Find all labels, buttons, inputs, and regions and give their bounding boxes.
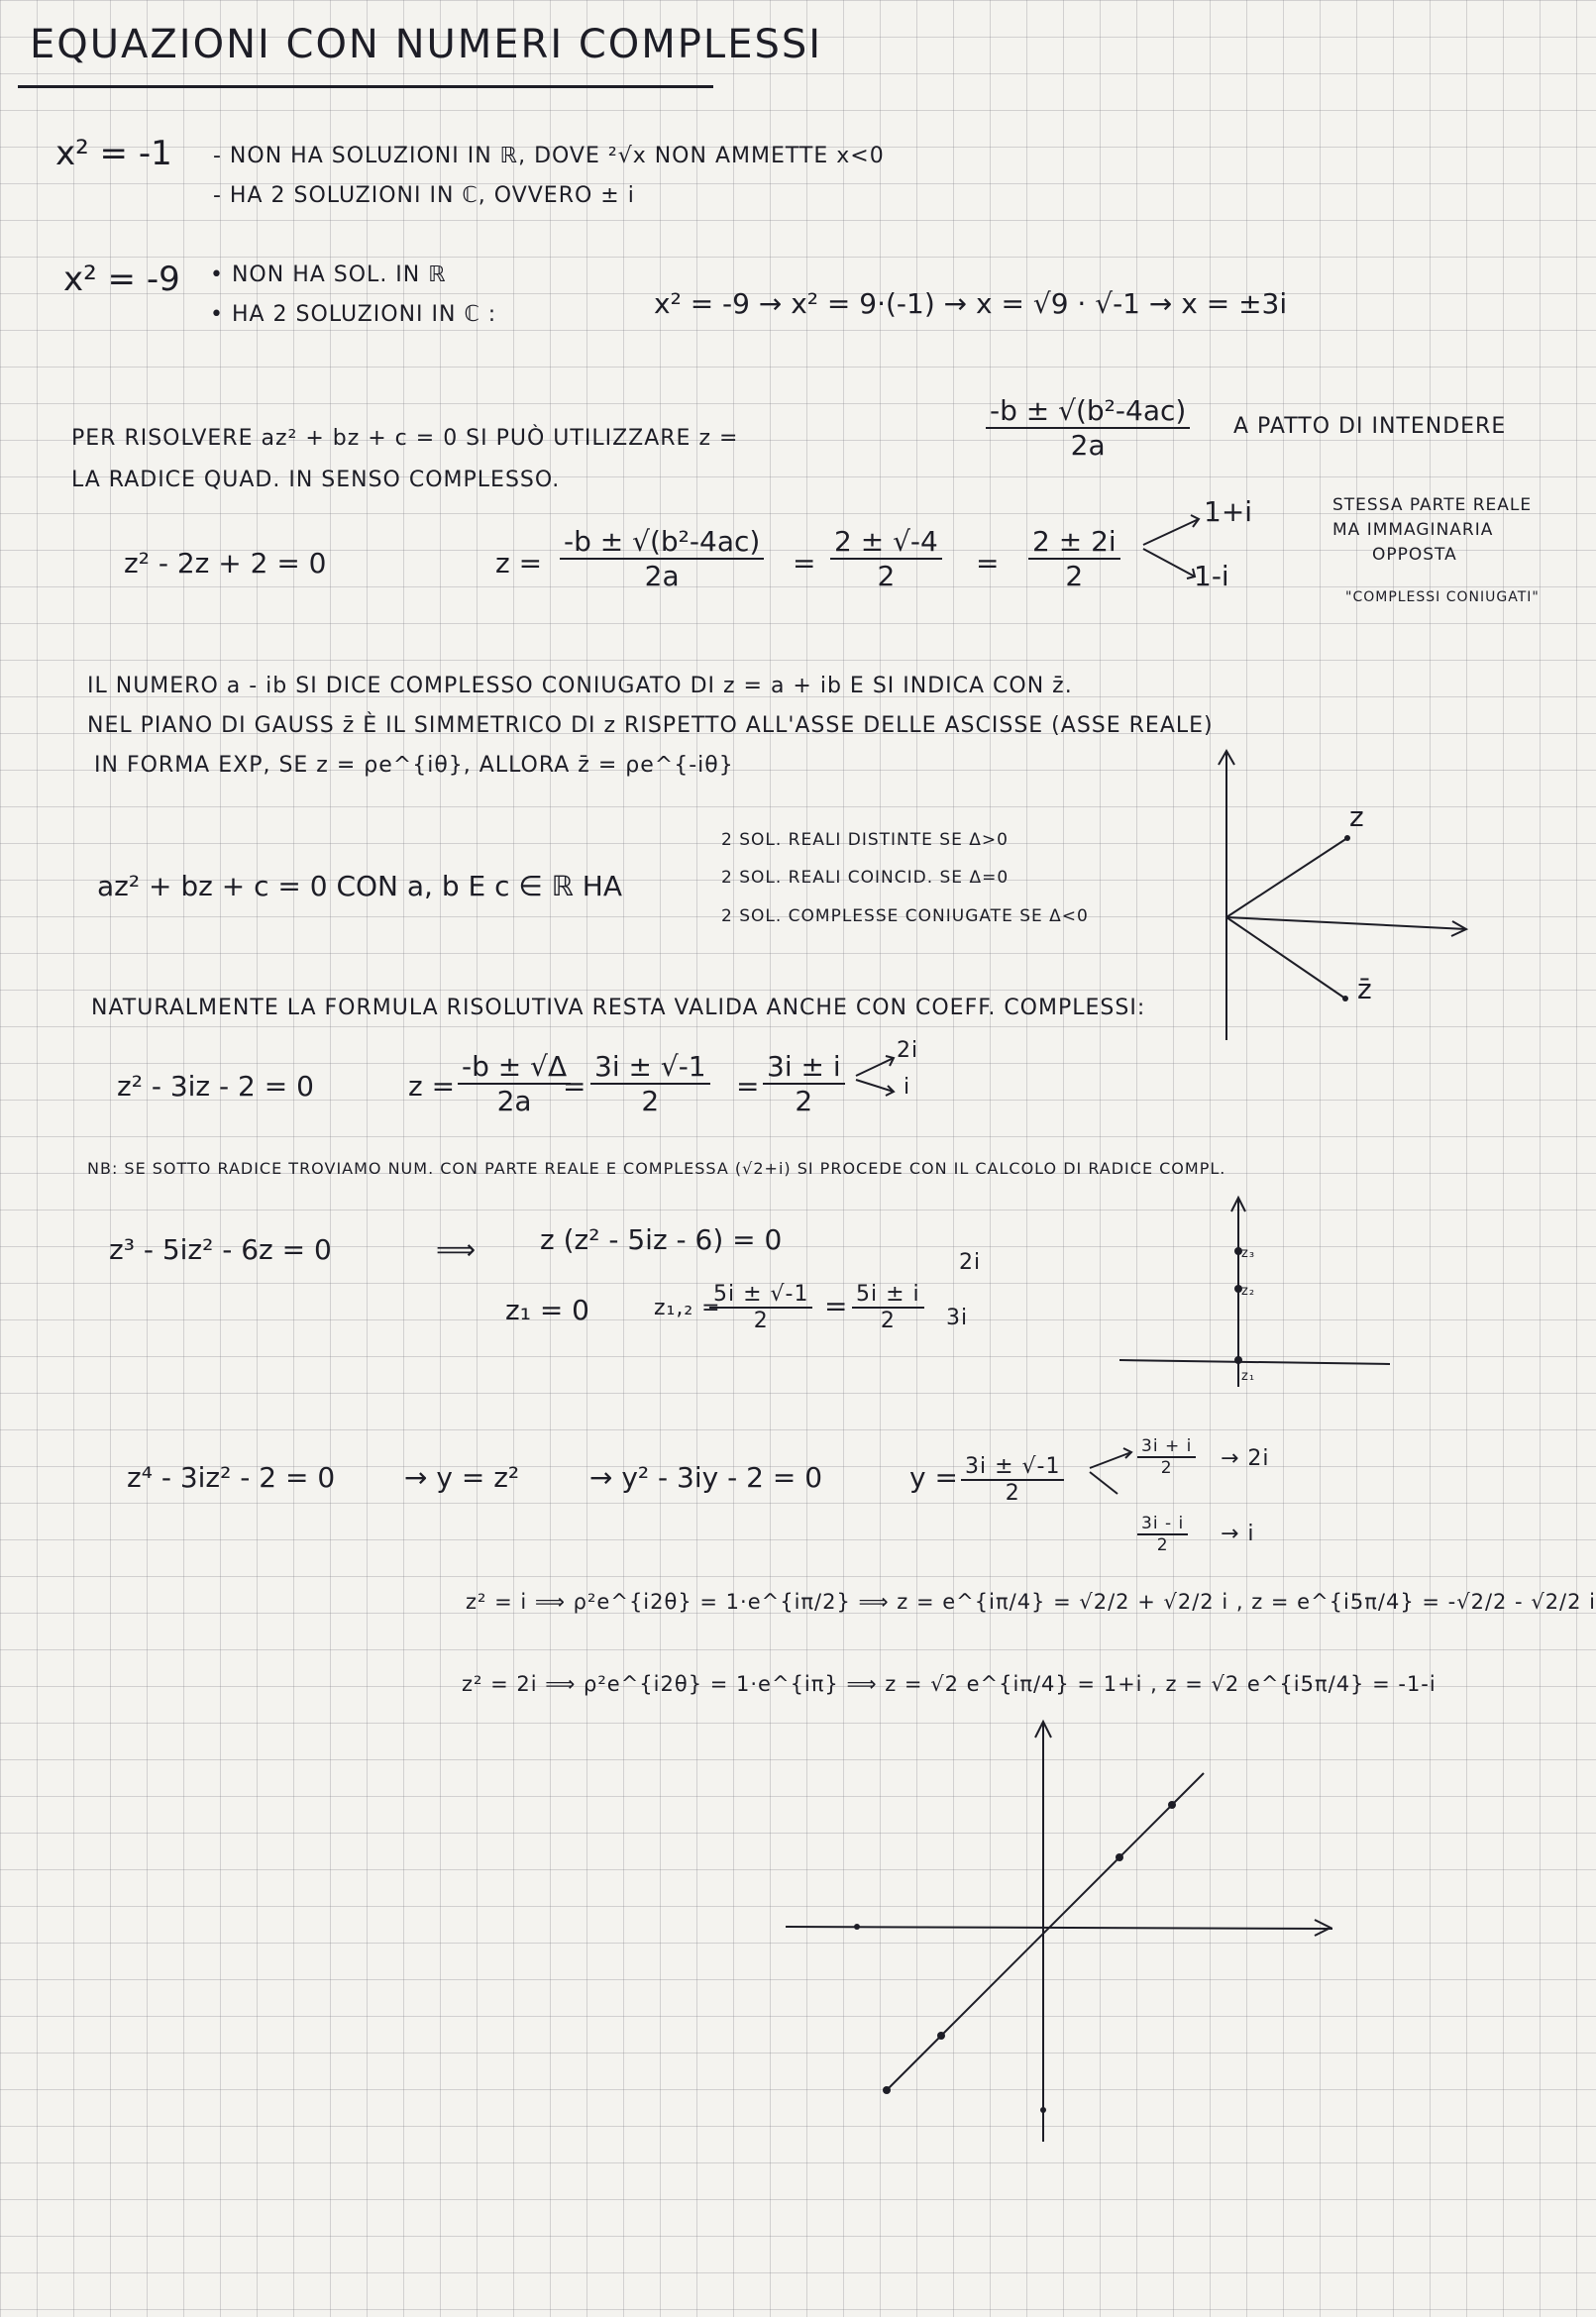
- ex1-line1: - NON HA SOLUZIONI IN ℝ, DOVE ²√x NON AMMETTE x<0: [213, 144, 885, 168]
- cc-solution-1: 2i: [897, 1038, 919, 1063]
- conjugate-line-2: NEL PIANO DI GAUSS z̄ È IL SIMMETRICO DI z RISPETTO ALL'ASSE DELLE ASCISSE (ASSE REALE): [87, 713, 1214, 738]
- cc-equation: z² - 3iz - 2 = 0: [117, 1070, 314, 1103]
- quartic-y-denominator: 2: [1005, 1481, 1020, 1506]
- nb-line: NB: SE SOTTO RADICE TROVIAMO NUM. CON PARTE REALE E COMPLESSA (√2+i) SI PROCEDE CON IL CALCOLO DI RADICE COMPL.: [87, 1159, 1226, 1178]
- formula-condition-2: LA RADICE QUAD. IN SENSO COMPLESSO.: [71, 468, 561, 492]
- cubic-label-z3: z₃: [1241, 1246, 1256, 1261]
- formula-denominator: 2a: [1070, 429, 1106, 462]
- quartic-sub-1: → y = z²: [404, 1461, 520, 1494]
- quartic-equation: z⁴ - 3iz² - 2 = 0: [127, 1461, 336, 1494]
- ex3-note-4: "COMPLESSI CONIUGATI": [1345, 589, 1540, 605]
- ex2-equation: x² = -9: [63, 260, 180, 299]
- cubic-solution-2: 3i: [946, 1306, 969, 1330]
- quadratic-formula-fraction: [986, 394, 1190, 462]
- cubic-f1-denominator: 2: [753, 1309, 769, 1333]
- quartic-b2-numerator: 3i - i: [1137, 1514, 1188, 1535]
- conjugate-gauss-plane: [1199, 743, 1496, 1060]
- quartic-y-fraction: [961, 1454, 1064, 1506]
- cubic-factored: z (z² - 5iz - 6) = 0: [540, 1223, 783, 1256]
- ex3-solution-1: 1+i: [1204, 495, 1253, 528]
- ex3-f2-numerator: 2 ± √-4: [830, 525, 942, 560]
- formula-condition: A PATTO DI INTENDERE: [1233, 414, 1507, 439]
- cubic-label-z1: z₁: [1241, 1369, 1256, 1384]
- cubic-label-z2: z₂: [1241, 1284, 1256, 1299]
- cubic-z1: z₁ = 0: [505, 1294, 589, 1326]
- equals-sign: =: [793, 547, 816, 579]
- ex3-fraction-3: [1028, 525, 1120, 592]
- quad-case-1: 2 SOL. REALI DISTINTE SE Δ>0: [721, 830, 1009, 850]
- cc-fraction-3: [763, 1050, 845, 1117]
- quartic-y-numerator: 3i ± √-1: [961, 1454, 1064, 1481]
- quartic-b1-numerator: 3i + i: [1137, 1436, 1196, 1458]
- cubic-z12: z₁,₂ =: [654, 1296, 721, 1320]
- cc-f3-denominator: 2: [795, 1085, 813, 1117]
- ex3-note-2: MA IMMAGINARIA: [1332, 520, 1494, 540]
- title-underline: [18, 85, 713, 88]
- quartic-row-2: z² = 2i ⟹ ρ²e^{i2θ} = 1·e^{iπ} ⟹ z = √2 e^{iπ/4} = 1+i , z = √2 e^{i5π/4} = -1-i: [462, 1672, 1436, 1696]
- equals-sign: =: [736, 1070, 760, 1103]
- quad-equation: az² + bz + c = 0 CON a, b E c ∈ ℝ HA: [97, 870, 622, 902]
- ex2-chain: x² = -9 → x² = 9·(-1) → x = √9 · √-1 → x = ±3i: [654, 287, 1288, 320]
- ex2-line1: • NON HA SOL. IN ℝ: [210, 263, 447, 287]
- ex3-fraction-2: [830, 525, 942, 592]
- ex3-f3-denominator: 2: [1065, 560, 1084, 592]
- quartic-branch-1: [1137, 1436, 1196, 1478]
- complex-coeff-line: NATURALMENTE LA FORMULA RISOLUTIVA RESTA VALIDA ANCHE CON COEFF. COMPLESSI:: [91, 996, 1146, 1020]
- ex2-line2: • HA 2 SOLUZIONI IN ℂ :: [210, 302, 497, 327]
- vector-zbar: [1226, 917, 1345, 999]
- cubic-fraction-1: [709, 1282, 812, 1333]
- cc-f2-denominator: 2: [641, 1085, 660, 1117]
- ex3-f3-numerator: 2 ± 2i: [1028, 525, 1120, 560]
- cc-f2-numerator: 3i ± √-1: [590, 1050, 710, 1085]
- ex3-fraction-1: [560, 525, 764, 592]
- quartic-row-1: z² = i ⟹ ρ²e^{i2θ} = 1·e^{iπ/2} ⟹ z = e^{iπ/4} = √2/2 + √2/2 i , z = e^{i5π/4} = -√2/2 - √2/2 i: [466, 1590, 1596, 1614]
- label-zbar: z̄: [1357, 973, 1372, 1005]
- cubic-f2-denominator: 2: [880, 1309, 896, 1333]
- quartic-branch-2-result: → i: [1221, 1522, 1255, 1546]
- quartic-branch-1-result: → 2i: [1221, 1446, 1270, 1471]
- equals-sign: =: [563, 1070, 586, 1103]
- cc-fraction-2: [590, 1050, 710, 1117]
- cc-f1-denominator: 2a: [496, 1085, 532, 1117]
- cubic-f2-numerator: 5i ± i: [852, 1282, 924, 1309]
- ex3-z: z =: [495, 547, 543, 579]
- ex3-f1-denominator: 2a: [644, 560, 680, 592]
- cubic-f1-numerator: 5i ± √-1: [709, 1282, 812, 1309]
- ex3-note-3: OPPOSTA: [1372, 545, 1457, 565]
- formula-numerator: -b ± √(b²-4ac): [986, 394, 1190, 429]
- ex3-f2-denominator: 2: [877, 560, 896, 592]
- real-axis: [1119, 1360, 1390, 1364]
- page-title: EQUAZIONI CON NUMERI COMPLESSI: [30, 22, 823, 67]
- ex1-equation: x² = -1: [55, 134, 172, 173]
- real-axis: [1226, 917, 1466, 929]
- cubic-equation: z³ - 5iz² - 6z = 0: [109, 1233, 332, 1266]
- quartic-sub-2: → y² - 3iy - 2 = 0: [589, 1461, 823, 1494]
- quartic-b2-denominator: 2: [1156, 1535, 1169, 1555]
- cubic-arrow: ⟹: [436, 1233, 477, 1266]
- vector-z: [1226, 838, 1347, 917]
- cc-fraction-1: [458, 1050, 571, 1117]
- conjugate-line-3: IN FORMA EXP, SE z = ρe^{iθ}, ALLORA z̄ = ρe^{-iθ}: [94, 753, 734, 778]
- quad-case-2: 2 SOL. REALI COINCID. SE Δ=0: [721, 868, 1010, 888]
- equals-sign: =: [976, 547, 1000, 579]
- quad-case-3: 2 SOL. COMPLESSE CONIUGATE SE Δ<0: [721, 906, 1089, 926]
- ex1-line2: - HA 2 SOLUZIONI IN ℂ, OVVERO ± i: [213, 183, 635, 208]
- cc-z: z =: [408, 1070, 456, 1103]
- quartic-b1-denominator: 2: [1160, 1458, 1173, 1478]
- conjugate-line-1: IL NUMERO a - ib SI DICE COMPLESSO CONIUGATO DI z = a + ib E SI INDICA CON z̄.: [87, 674, 1073, 698]
- formula-intro: PER RISOLVERE az² + bz + c = 0 SI PUÒ UTILIZZARE z =: [71, 426, 739, 451]
- cc-f1-numerator: -b ± √Δ: [458, 1050, 571, 1085]
- solutions-line: [887, 1773, 1204, 2090]
- ex3-equation: z² - 2z + 2 = 0: [124, 547, 327, 579]
- cc-f3-numerator: 3i ± i: [763, 1050, 845, 1085]
- cubic-gauss-plane: [1115, 1194, 1332, 1392]
- cubic-solution-1: 2i: [959, 1250, 982, 1275]
- ex3-f1-numerator: -b ± √(b²-4ac): [560, 525, 764, 560]
- cc-solution-2: i: [904, 1075, 911, 1100]
- quartic-branch-2: [1137, 1514, 1188, 1555]
- cubic-fraction-2: [852, 1282, 924, 1333]
- real-axis: [786, 1927, 1332, 1929]
- quartic-y: y =: [909, 1461, 958, 1494]
- equals-sign: =: [824, 1290, 848, 1322]
- label-z: z: [1349, 800, 1364, 833]
- quartic-gauss-plane: [778, 1714, 1194, 2150]
- ex3-note-1: STESSA PARTE REALE: [1332, 495, 1533, 515]
- ex3-solution-2: 1-i: [1194, 560, 1229, 592]
